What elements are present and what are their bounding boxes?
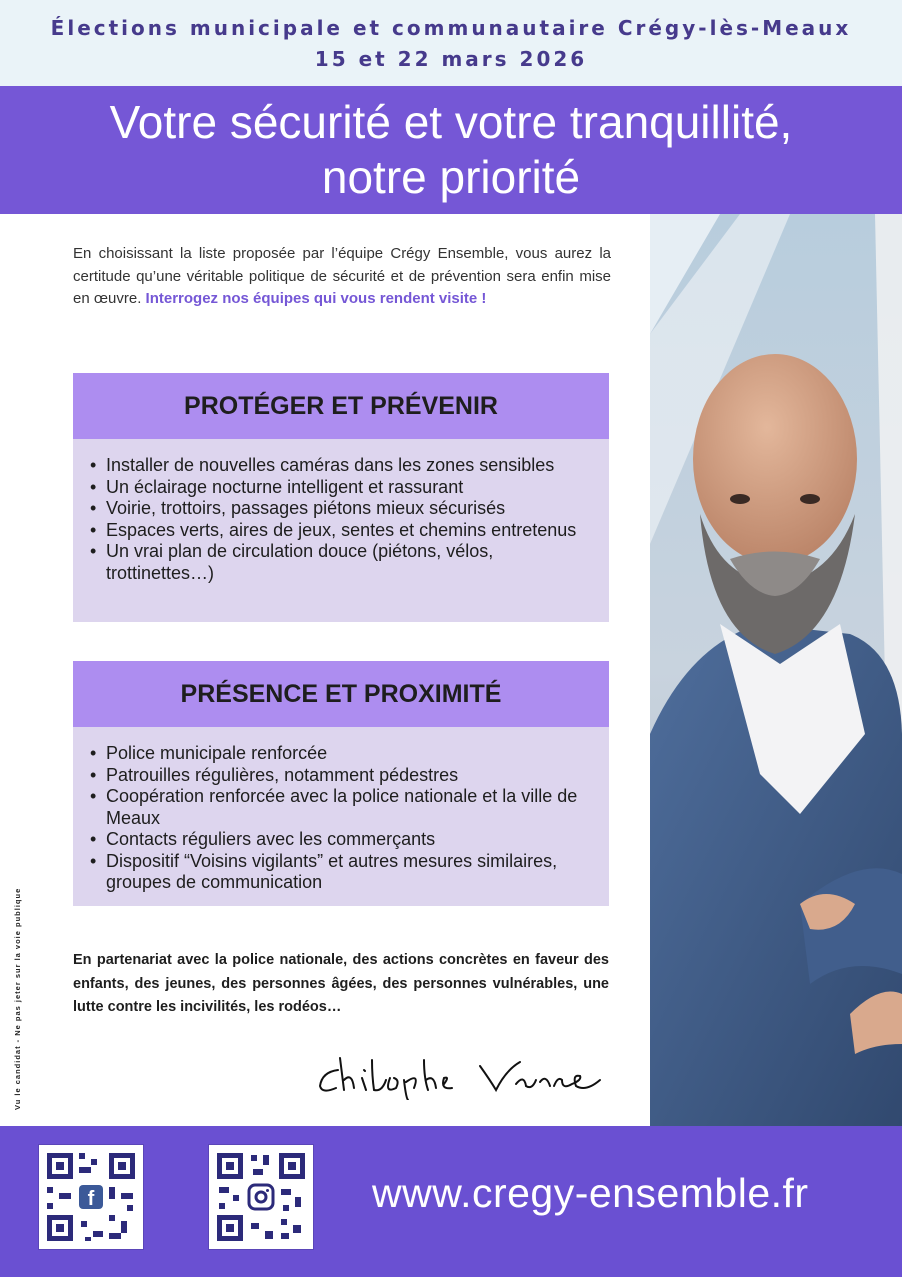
section-body-presence — [73, 727, 609, 906]
list-item: • Patrouilles régulières, notamment pédestres — [106, 765, 599, 787]
bullet-list — [73, 727, 609, 894]
election-header — [0, 0, 902, 86]
qr-code-instagram[interactable] — [208, 1144, 314, 1250]
section-heading-presence: PRÉSENCE ET PROXIMITÉ — [73, 661, 609, 727]
election-dates: 15 et 22 mars 2026 — [314, 47, 588, 71]
svg-text:f: f — [87, 1188, 95, 1210]
section-heading-proteger: PROTÉGER ET PRÉVENIR — [73, 373, 609, 439]
qr-code-graphic — [209, 1145, 313, 1249]
main-title-line-2: notre priorité — [321, 151, 581, 203]
list-item: • Dispositif “Voisins vigilants” et autres mesures similaires, groupes de communication — [106, 851, 599, 894]
list-item: • Coopération renforcée avec la police nationale et la ville de Meaux — [106, 786, 599, 829]
list-item: • Installer de nouvelles caméras dans les zones sensibles — [106, 455, 599, 477]
list-item: • Police municipale renforcée — [106, 743, 599, 765]
candidate-portrait-illustration — [650, 214, 902, 1126]
website-link[interactable]: www.cregy-ensemble.fr — [372, 1170, 809, 1216]
intro-paragraph — [73, 243, 611, 311]
qr-code-facebook[interactable] — [38, 1144, 144, 1250]
section-body-proteger — [73, 439, 609, 622]
main-title-line-1: Votre sécurité et votre tranquillité, — [109, 96, 793, 148]
election-title: Élections municipale et communautaire Crégy-lès-Meaux — [50, 16, 852, 40]
list-item: • Espaces verts, aires de jeux, sentes et chemins entretenus — [106, 520, 599, 542]
list-item: • Un vrai plan de circulation douce (piétons, vélos, trottinettes…) — [106, 541, 599, 584]
list-item: • Contacts réguliers avec les commerçants — [106, 829, 599, 851]
qr-code-graphic — [39, 1145, 143, 1249]
candidate-signature — [310, 1050, 610, 1100]
legal-note: Vu le candidat - Ne pas jeter sur la voie publique — [13, 887, 22, 1110]
closing-paragraph: En partenariat avec la police nationale, des actions concrètes en faveur des enfants, des jeunes, des personnes âgées, des personnes vulnérables, une lutte contre les incivilités, les rodéos… — [73, 952, 609, 1015]
list-item: • Un éclairage nocturne intelligent et rassurant — [106, 477, 599, 499]
list-item: • Voirie, trottoirs, passages piétons mieux sécurisés — [106, 498, 599, 520]
intro-text: En choisissant la liste proposée par l’équipe Crégy Ensemble, vous aurez la certitude qu’une véritable politique de sécurité et de prévention sera enfin mise en œuvre. — [73, 245, 611, 307]
bullet-list — [73, 439, 609, 584]
instagram-icon — [249, 1185, 273, 1209]
main-title-band — [0, 86, 902, 214]
intro-highlight: Interrogez nos équipes qui vous rendent visite ! — [145, 290, 487, 307]
candidate-photo — [650, 214, 902, 1126]
